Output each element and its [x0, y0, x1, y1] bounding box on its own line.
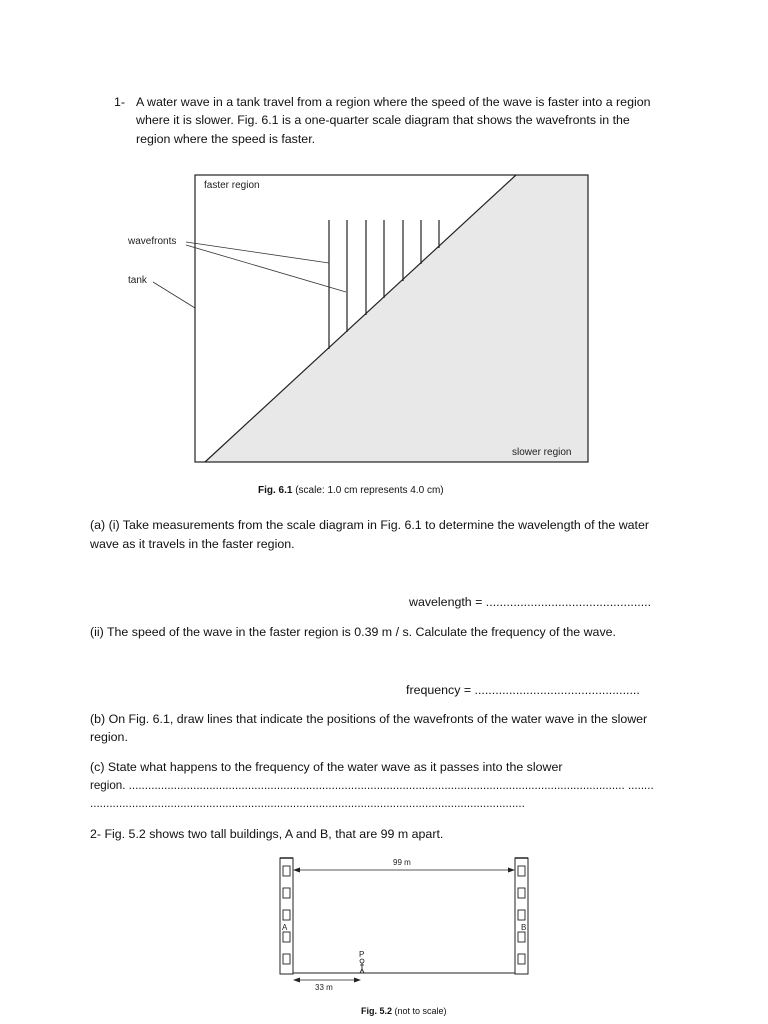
- part-b-line-1: (b) On Fig. 6.1, draw lines that indicate the positions of the wavefronts of the water wave in the slower: [90, 712, 648, 726]
- faster-region-label: faster region: [204, 180, 260, 191]
- person-p-icon: [360, 959, 364, 973]
- question-2-intro: 2- Fig. 5.2 shows two tall buildings, A and B, that are 99 m apart.: [90, 827, 444, 841]
- figure-6-1-caption-bold: Fig. 6.1: [258, 485, 293, 496]
- part-a-i-line-2: wave as it travels in the faster region.: [90, 537, 295, 551]
- figure-5-2-caption-rest: (not to scale): [392, 1006, 447, 1016]
- point-p-label: P: [359, 950, 365, 959]
- distance-33m-arrow: [293, 978, 361, 983]
- building-b-label: B: [521, 923, 527, 932]
- part-a-ii-text: (ii) The speed of the wave in the faster region is 0.39 m / s. Calculate the frequency of the wave.: [90, 625, 616, 639]
- figure-5-2-caption: [361, 1005, 447, 1017]
- figure-5-2-caption-bold: Fig. 5.2: [361, 1006, 393, 1016]
- part-b-line-2: region.: [90, 730, 128, 744]
- distance-33m-label: 33 m: [315, 983, 333, 992]
- question-1-intro-line-3: region where the speed is faster.: [136, 132, 316, 146]
- question-1-number: 1-: [114, 95, 126, 109]
- question-1-intro-line-2: where it is slower. Fig. 6.1 is a one-quarter scale diagram that shows the wavefronts in the: [136, 113, 630, 127]
- wavelength-answer-line[interactable]: wavelength = ................................................: [409, 595, 652, 609]
- distance-99m-arrow: [293, 868, 515, 873]
- wavefronts-label: wavefronts: [128, 236, 177, 247]
- building-a-label: A: [282, 923, 288, 932]
- part-a-i-line-1: (a) (i) Take measurements from the scale diagram in Fig. 6.1 to determine the wavelength of the water: [90, 518, 649, 532]
- frequency-answer-line[interactable]: frequency = ................................................: [406, 683, 640, 697]
- tank-label: tank: [128, 275, 147, 286]
- building-a: [280, 858, 293, 974]
- part-c-line-1: (c) State what happens to the frequency of the water wave as it passes into the slower: [90, 760, 563, 774]
- distance-99m-label: 99 m: [393, 858, 411, 867]
- slower-region-label: slower region: [512, 447, 572, 458]
- figure-6-1-caption-rest: (scale: 1.0 cm represents 4.0 cm): [292, 485, 444, 496]
- part-c-answer-line-1[interactable]: region. .......................................................................................................................................................... ........: [90, 779, 654, 792]
- building-b: [515, 858, 528, 974]
- part-c-answer-line-2[interactable]: .......................................................................................................................................: [90, 797, 525, 810]
- question-1-intro-line-1: A water wave in a tank travel from a region where the speed of the wave is faster into a region: [136, 95, 651, 109]
